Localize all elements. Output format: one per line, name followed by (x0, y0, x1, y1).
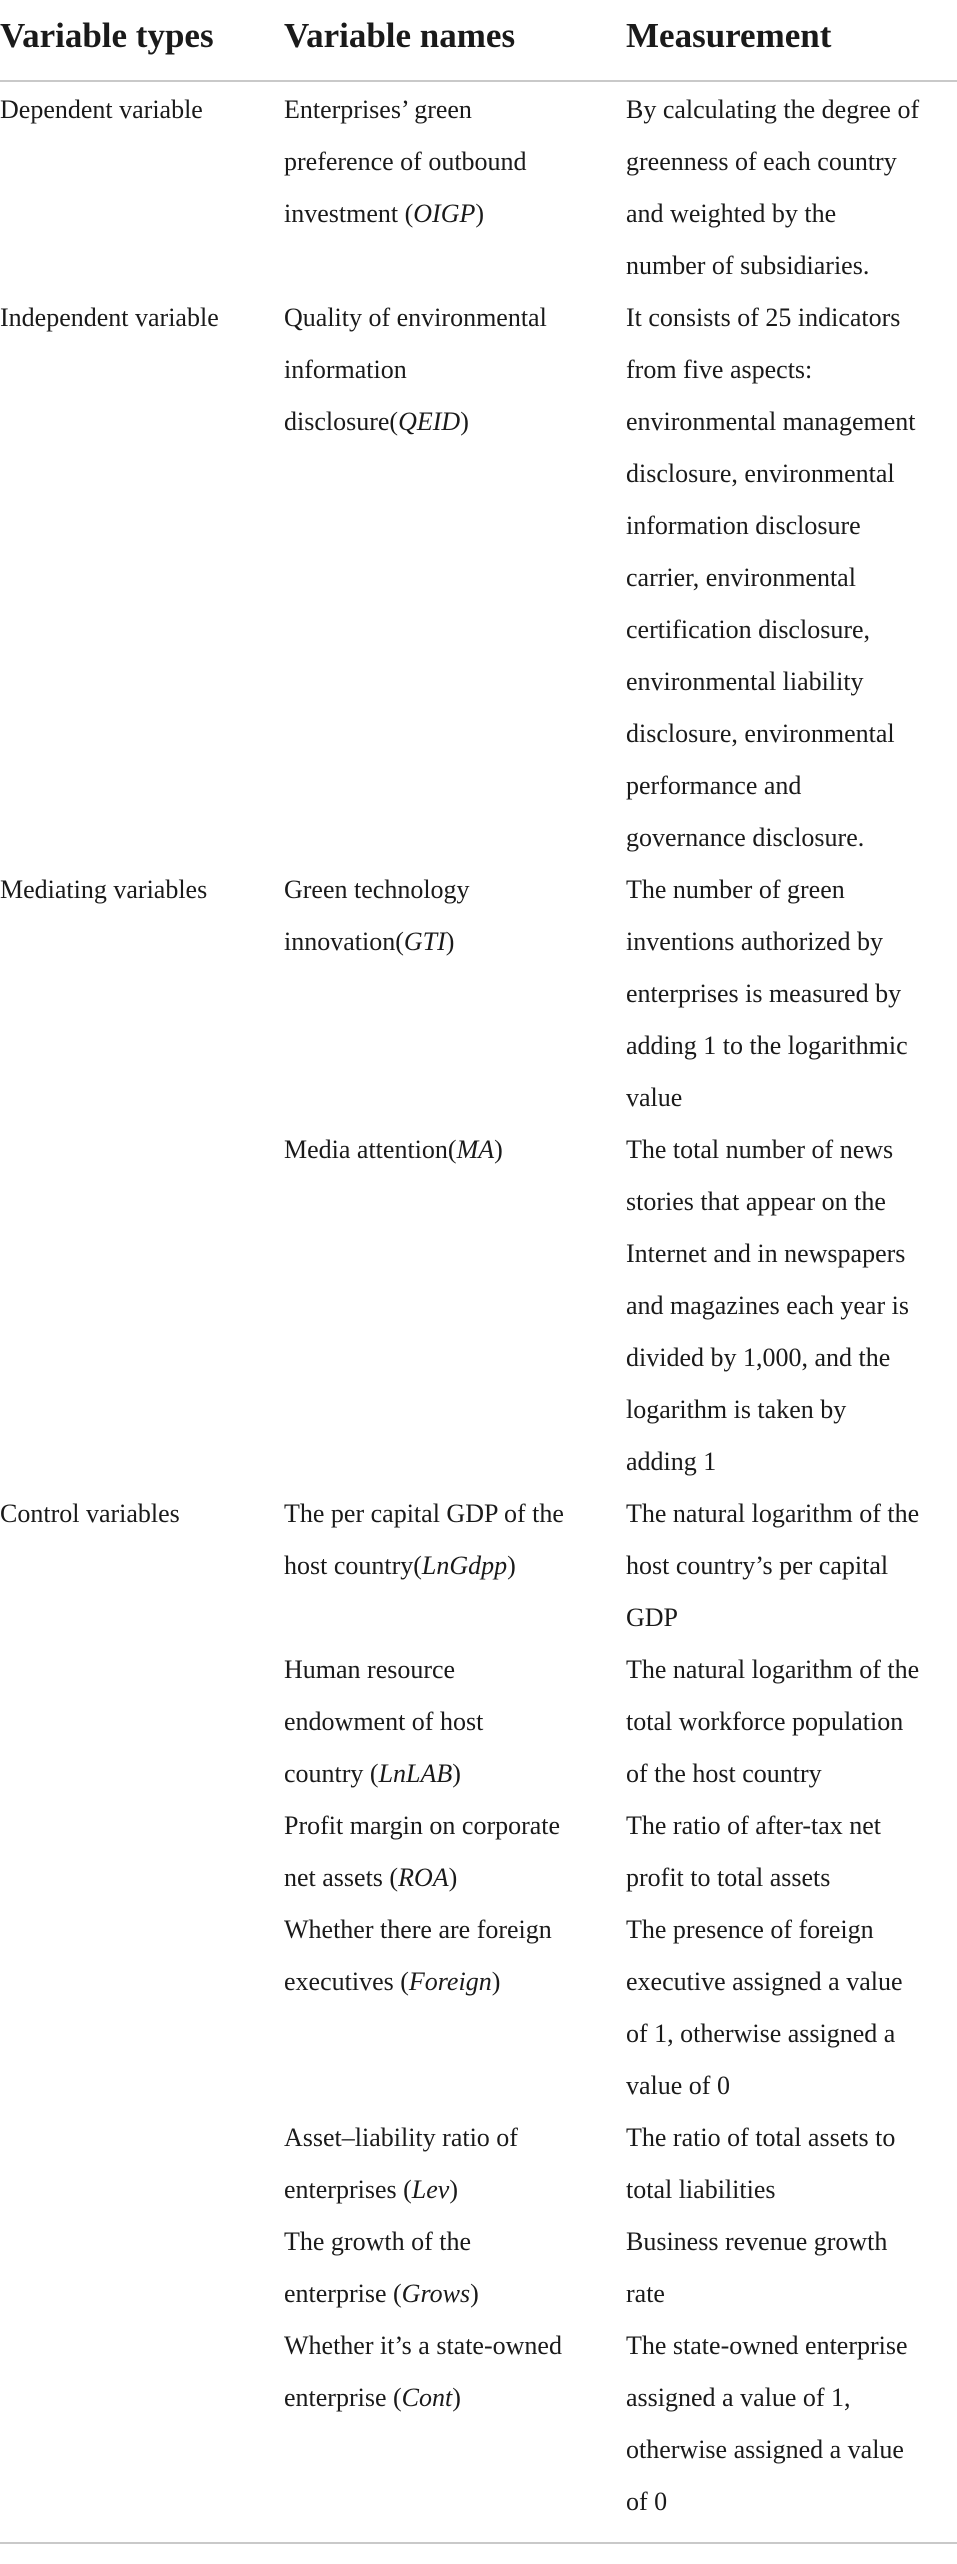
variable-name-line: enterprises (Lev) (284, 2175, 458, 2204)
measurement-cell (626, 84, 957, 292)
variable-name-cell (284, 292, 614, 448)
variable-name-line: country (LnLAB) (284, 1759, 461, 1788)
measurement-line: The presence of foreign (626, 1915, 874, 1944)
measurement-line: environmental management (626, 407, 916, 436)
measurement-line: value of 0 (626, 2071, 730, 2100)
measurement-cell (626, 1904, 957, 2112)
variable-name-line: Profit margin on corporate (284, 1811, 561, 1840)
measurement-cell (626, 292, 957, 864)
measurement-line: Business revenue growth (626, 2227, 888, 2256)
measurement-line: of 0 (626, 2487, 668, 2516)
variable-name-cell (284, 864, 614, 968)
measurement-line: and magazines each year is (626, 1291, 909, 1320)
measurement-line: and weighted by the (626, 199, 837, 228)
variable-name-line: information (284, 355, 407, 384)
variable-abbreviation: Lev (411, 2175, 450, 2204)
measurement-line: environmental liability (626, 667, 864, 696)
variable-name-line: Quality of environmental (284, 303, 547, 332)
variable-name-line: The growth of the (284, 2227, 472, 2256)
variable-type-cell: Mediating variables (0, 875, 208, 904)
variable-name-line: enterprise (Grows) (284, 2279, 479, 2308)
variable-abbreviation: MA (456, 1135, 495, 1164)
measurement-line: By calculating the degree of (626, 95, 920, 124)
variable-abbreviation: Foreign (408, 1967, 492, 1996)
measurement-line: governance disclosure. (626, 823, 865, 852)
variable-name-line: Whether there are foreign (284, 1915, 552, 1944)
variable-name-line: preference of outbound (284, 147, 527, 176)
measurement-line: The natural logarithm of the (626, 1655, 920, 1684)
variable-abbreviation: OIGP (413, 199, 476, 228)
measurement-line: The ratio of total assets to (626, 2123, 896, 2152)
variable-name-line: enterprise (Cont) (284, 2383, 461, 2412)
measurement-line: logarithm is taken by (626, 1395, 847, 1424)
variable-abbreviation: Grows (401, 2279, 471, 2308)
measurement-line: disclosure, environmental (626, 459, 895, 488)
variable-abbreviation: QEID (398, 407, 461, 436)
measurement-cell (626, 864, 957, 1124)
measurement-line: The ratio of after-tax net (626, 1811, 882, 1840)
measurement-line: It consists of 25 indicators (626, 303, 901, 332)
variable-name-line: The per capital GDP of the (284, 1499, 564, 1528)
measurement-cell (626, 1488, 957, 1644)
variable-name-line: Asset–liability ratio of (284, 2123, 518, 2152)
variable-name-line: executives (Foreign) (284, 1967, 501, 1996)
measurement-line: divided by 1,000, and the (626, 1343, 891, 1372)
measurement-line: of the host country (626, 1759, 822, 1788)
measurement-line: enterprises is measured by (626, 979, 902, 1008)
header-variable-types: Variable types (0, 16, 214, 55)
table-row (0, 1124, 957, 1488)
measurement-cell (626, 1644, 957, 1800)
header-measurement: Measurement (626, 16, 832, 55)
variable-type-cell: Independent variable (0, 303, 219, 332)
table-row (0, 2320, 957, 2528)
measurement-cell (626, 2112, 957, 2216)
table-row (0, 864, 957, 1124)
measurement-line: performance and (626, 771, 802, 800)
variable-name-line: host country(LnGdpp) (284, 1551, 516, 1580)
variable-name-line: endowment of host (284, 1707, 484, 1736)
table-row (0, 1904, 957, 2112)
variable-name-line: innovation(GTI) (284, 927, 455, 956)
measurement-line: The state-owned enterprise (626, 2331, 908, 2360)
variable-name-cell (284, 2320, 614, 2424)
measurement-line: The natural logarithm of the (626, 1499, 920, 1528)
measurement-line: greenness of each country (626, 147, 897, 176)
variable-name-cell (284, 84, 614, 240)
measurement-line: profit to total assets (626, 1863, 831, 1892)
measurement-cell (626, 2216, 957, 2320)
variable-name-cell (284, 2112, 614, 2216)
measurement-line: total liabilities (626, 2175, 776, 2204)
variable-name-line: investment (OIGP) (284, 199, 485, 228)
variable-name-cell (284, 2216, 614, 2320)
table-bottom-rule (0, 2542, 957, 2544)
measurement-line: certification disclosure, (626, 615, 871, 644)
variable-type-cell: Dependent variable (0, 95, 203, 124)
variable-abbreviation: Cont (401, 2383, 453, 2412)
variable-abbreviation: GTI (403, 927, 446, 956)
measurement-line: GDP (626, 1603, 679, 1632)
measurement-line: carrier, environmental (626, 563, 856, 592)
measurement-line: from five aspects: (626, 355, 813, 384)
measurement-line: of 1, otherwise assigned a (626, 2019, 896, 2048)
measurement-line: adding 1 (626, 1447, 717, 1476)
measurement-line: rate (626, 2279, 665, 2308)
measurement-line: stories that appear on the (626, 1187, 886, 1216)
variable-name-cell (284, 1904, 614, 2008)
variable-name-cell (284, 1644, 614, 1800)
measurement-line: value (626, 1083, 683, 1112)
measurement-cell (626, 2320, 957, 2528)
measurement-line: adding 1 to the logarithmic (626, 1031, 908, 1060)
measurement-cell (626, 1800, 957, 1904)
measurement-line: information disclosure (626, 511, 861, 540)
variable-name-line: Enterprises’ green (284, 95, 472, 124)
header-variable-names: Variable names (284, 16, 516, 55)
variable-abbreviation: LnGdpp (421, 1551, 508, 1580)
variable-name-line: Human resource (284, 1655, 456, 1684)
table-row (0, 292, 957, 864)
measurement-line: The total number of news (626, 1135, 894, 1164)
variable-abbreviation: LnLAB (378, 1759, 453, 1788)
table-row (0, 2216, 957, 2320)
variable-name-cell (284, 1800, 614, 1904)
variable-name-cell (284, 1488, 614, 1592)
variable-name-line: net assets (ROA) (284, 1863, 458, 1892)
measurement-line: inventions authorized by (626, 927, 884, 956)
measurement-line: executive assigned a value (626, 1967, 903, 1996)
table-row (0, 1800, 957, 1904)
table-row (0, 2112, 957, 2216)
table-row (0, 84, 957, 292)
measurement-line: Internet and in newspapers (626, 1239, 906, 1268)
variable-name-line: disclosure(QEID) (284, 407, 469, 436)
variable-type-cell: Control variables (0, 1499, 180, 1528)
variable-name-cell (284, 1124, 614, 1176)
variable-name-line: Whether it’s a state-owned (284, 2331, 562, 2360)
measurement-line: otherwise assigned a value (626, 2435, 904, 2464)
measurement-line: The number of green (626, 875, 845, 904)
measurement-line: number of subsidiaries. (626, 251, 870, 280)
variable-name-line: Media attention(MA) (284, 1135, 503, 1164)
measurement-cell (626, 1124, 957, 1488)
measurement-line: assigned a value of 1, (626, 2383, 851, 2412)
measurement-line: total workforce population (626, 1707, 904, 1736)
measurement-line: host country’s per capital (626, 1551, 889, 1580)
variable-name-line: Green technology (284, 875, 470, 904)
variable-abbreviation: ROA (398, 1863, 449, 1892)
table-row (0, 1488, 957, 1644)
table-row (0, 1644, 957, 1800)
measurement-line: disclosure, environmental (626, 719, 895, 748)
table-header-row (0, 0, 957, 82)
